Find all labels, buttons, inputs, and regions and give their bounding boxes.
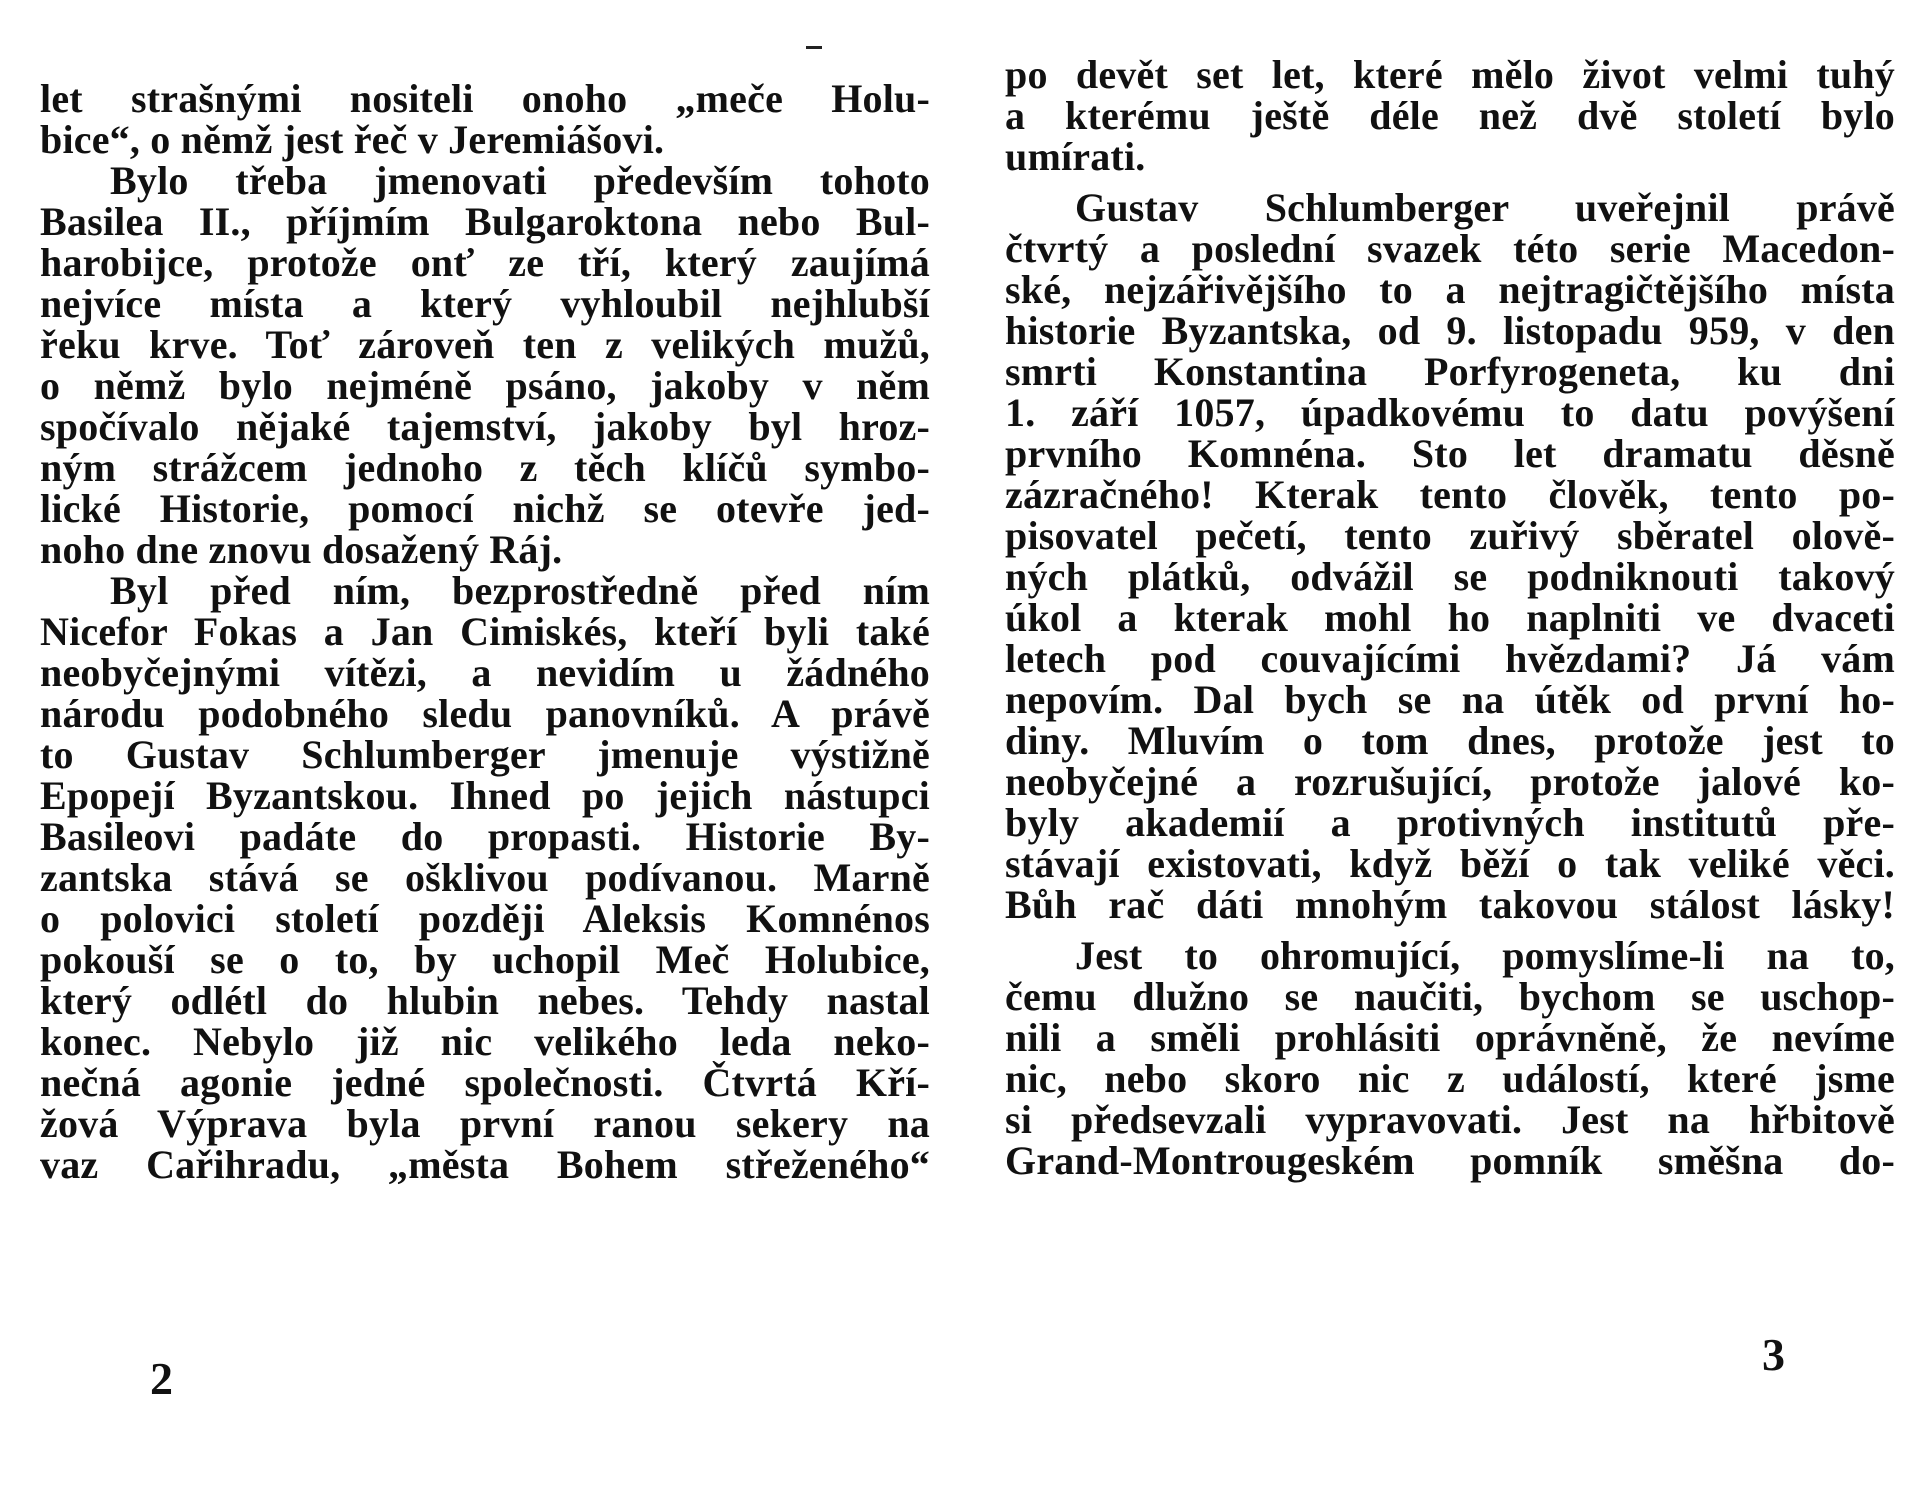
right-line-9: 1. září 1057, úpadkovému to datu povýšení [1005, 390, 1895, 435]
left-line-4: Basilea II., příjmím Bulgaroktona nebo Bul‑ [40, 199, 930, 244]
right-line-1: po devět set let, které mělo život velmi tuhý [1005, 52, 1895, 97]
left-line-20: zantska stává se ošklivou podívanou. Marně [40, 855, 930, 900]
print-speck [806, 46, 822, 49]
right-line-5: čtvrtý a poslední svazek této serie Macedon‑ [1005, 226, 1895, 271]
left-line-8: o němž bylo nejméně psáno, jakoby v něm [40, 363, 930, 408]
right-line-13: ných plátků, odvážil se podniknouti takový [1005, 554, 1895, 599]
right-line-11: zázračného! Kterak tento člověk, tento po‑ [1005, 472, 1895, 517]
left-line-11: lické Historie, pomocí nichž se otevře jed‑ [40, 486, 930, 531]
right-line-7: historie Byzantska, od 9. listopadu 959, v den [1005, 308, 1895, 353]
left-line-5: harobijce, protože onť ze tří, který zaujímá [40, 240, 930, 285]
right-line-6: ské, nejzářivějšího to a nejtragičtějšího místa [1005, 267, 1895, 312]
right-line-14: úkol a kterak mohl ho naplniti ve dvaceti [1005, 595, 1895, 640]
right-page-number: 3 [1762, 1329, 1785, 1380]
left-line-12: noho dne znovu dosažený Ráj. [40, 527, 563, 572]
left-line-18: Epopejí Byzantskou. Ihned po jejich nástupci [40, 773, 930, 818]
right-line-10: prvního Komnéna. Sto let dramatu děsně [1005, 431, 1895, 476]
left-line-17: to Gustav Schlumberger jmenuje výstižně [40, 732, 930, 777]
right-line-25: nic, nebo skoro nic z událostí, které jsme [1005, 1056, 1895, 1101]
right-line-23: čemu dlužno se naučiti, bychom se uschop‑ [1005, 974, 1895, 1019]
right-line-18: neobyčejné a rozrušující, protože jalové ko‑ [1005, 759, 1895, 804]
left-line-1: let strašnými nositeli onoho „meče Holu‑ [40, 76, 930, 121]
right-line-27: Grand‑Montrougeském pomník směšna do‑ [1005, 1138, 1895, 1183]
left-line-2: bice“, o němž jest řeč v Jeremiášovi. [40, 117, 665, 162]
right-line-4: Gustav Schlumberger uveřejnil právě [1075, 185, 1895, 230]
left-line-25: nečná agonie jedné společnosti. Čtvrtá Kří‑ [40, 1060, 930, 1105]
left-line-23: který odlétl do hlubin nebes. Tehdy nastal [40, 978, 930, 1023]
right-line-12: pisovatel pečetí, tento zuřivý sběratel olově‑ [1005, 513, 1895, 558]
right-line-17: diny. Mluvím o tom dnes, protože jest to [1005, 718, 1895, 763]
right-line-24: nili a směli prohlásiti oprávněně, že nevíme [1005, 1015, 1895, 1060]
left-line-10: ným strážcem jednoho z těch klíčů symbo‑ [40, 445, 930, 490]
left-page-number: 2 [150, 1353, 173, 1404]
left-line-7: řeku krve. Toť zároveň ten z velikých mužů, [40, 322, 930, 367]
left-line-19: Basileovi padáte do propasti. Historie By‑ [40, 814, 930, 859]
left-line-27: vaz Cařihradu, „města Bohem střeženého“ [40, 1142, 930, 1187]
left-line-22: pokouší se o to, by uchopil Meč Holubice, [40, 937, 930, 982]
right-line-2: a kterému ještě déle než dvě století bylo [1005, 93, 1895, 138]
right-line-8: smrti Konstantina Porfyrogeneta, ku dni [1005, 349, 1895, 394]
left-line-6: nejvíce místa a který vyhloubil nejhlubší [40, 281, 930, 326]
left-line-14: Nicefor Fokas a Jan Cimiskés, kteří byli také [40, 609, 930, 654]
left-line-16: národu podobného sledu panovníků. A právě [40, 691, 930, 736]
left-line-13: Byl před ním, bezprostředně před ním [110, 568, 930, 613]
right-line-26: si předsevzali vypravovati. Jest na hřbitově [1005, 1097, 1895, 1142]
right-line-15: letech pod couvajícími hvězdami? Já vám [1005, 636, 1895, 681]
right-line-22: Jest to ohromující, pomyslíme‑li na to, [1075, 933, 1895, 978]
left-line-3: Bylo třeba jmenovati především tohoto [110, 158, 930, 203]
right-line-21: Bůh rač dáti mnohým takovou stálost lásky! [1005, 882, 1895, 927]
right-line-19: byly akademií a protivných institutů pře‑ [1005, 800, 1895, 845]
left-line-21: o polovici století později Aleksis Komnénos [40, 896, 930, 941]
left-line-26: žová Výprava byla první ranou sekery na [40, 1101, 930, 1146]
right-line-3: umírati. [1005, 134, 1146, 179]
right-line-16: nepovím. Dal bych se na útěk od první ho‑ [1005, 677, 1895, 722]
left-line-24: konec. Nebylo již nic velikého leda neko‑ [40, 1019, 930, 1064]
right-line-20: stávají existovati, když běží o tak veliké věci. [1005, 841, 1895, 886]
left-line-9: spočívalo nějaké tajemství, jakoby byl hroz‑ [40, 404, 930, 449]
left-line-15: neobyčejnými vítězi, a nevidím u žádného [40, 650, 930, 695]
